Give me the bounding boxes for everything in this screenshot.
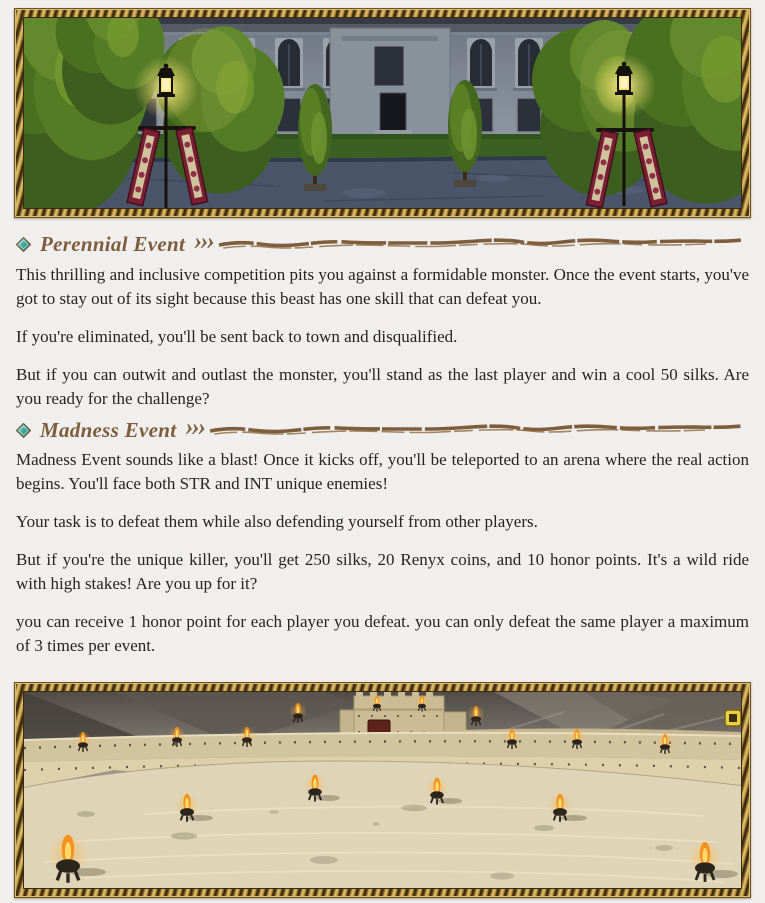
paragraph: Madness Event sounds like a blast! Once it kicks off, you'll be teleported to an arena where the real action begins. You'll face both STR and INT unique enemies! bbox=[16, 450, 749, 493]
arena-floor bbox=[24, 762, 741, 889]
section-title-perennial: Perennial Event bbox=[40, 232, 186, 256]
triple-chevron-icon: ››› bbox=[194, 228, 214, 255]
minimap-icon bbox=[725, 710, 741, 726]
arena-image-frame bbox=[14, 682, 751, 898]
triple-chevron-icon: ››› bbox=[185, 414, 205, 441]
building-entrance bbox=[330, 28, 450, 140]
section-header-perennial bbox=[16, 228, 749, 257]
paragraph: Your task is to defeat them while also defending yourself from other players. bbox=[16, 512, 538, 531]
paragraph: This thrilling and inclusive competition pits you against a formidable monster. Once the event starts, you've got to stay out of its sight because this beast has one skill that can defeat you. bbox=[16, 265, 749, 308]
paragraph: But if you're the unique killer, you'll get 250 silks, 20 Renyx coins, and 10 honor points. It's a wild ride with high stakes! Are you up for it? bbox=[16, 550, 749, 593]
section-header-madness bbox=[16, 414, 749, 443]
paragraph: you can receive 1 honor point for each player you defeat. you can only defeat the same player a maximum of 3 times per event. bbox=[16, 612, 749, 655]
arena-scene bbox=[23, 691, 742, 889]
diamond-gem-icon bbox=[16, 237, 31, 252]
diamond-gem-icon bbox=[16, 423, 31, 438]
decorative-divider bbox=[208, 423, 749, 437]
town-plaza-scene bbox=[23, 17, 742, 209]
section-title-madness: Madness Event bbox=[40, 418, 177, 442]
decorative-divider bbox=[217, 237, 749, 251]
paragraph: But if you can outwit and outlast the monster, you'll stand as the last player and win a cool 50 silks. Are you ready for the challenge? bbox=[16, 365, 749, 408]
town-plaza-image-frame bbox=[14, 8, 751, 218]
paragraph: If you're eliminated, you'll be sent back to town and disqualified. bbox=[16, 327, 458, 346]
